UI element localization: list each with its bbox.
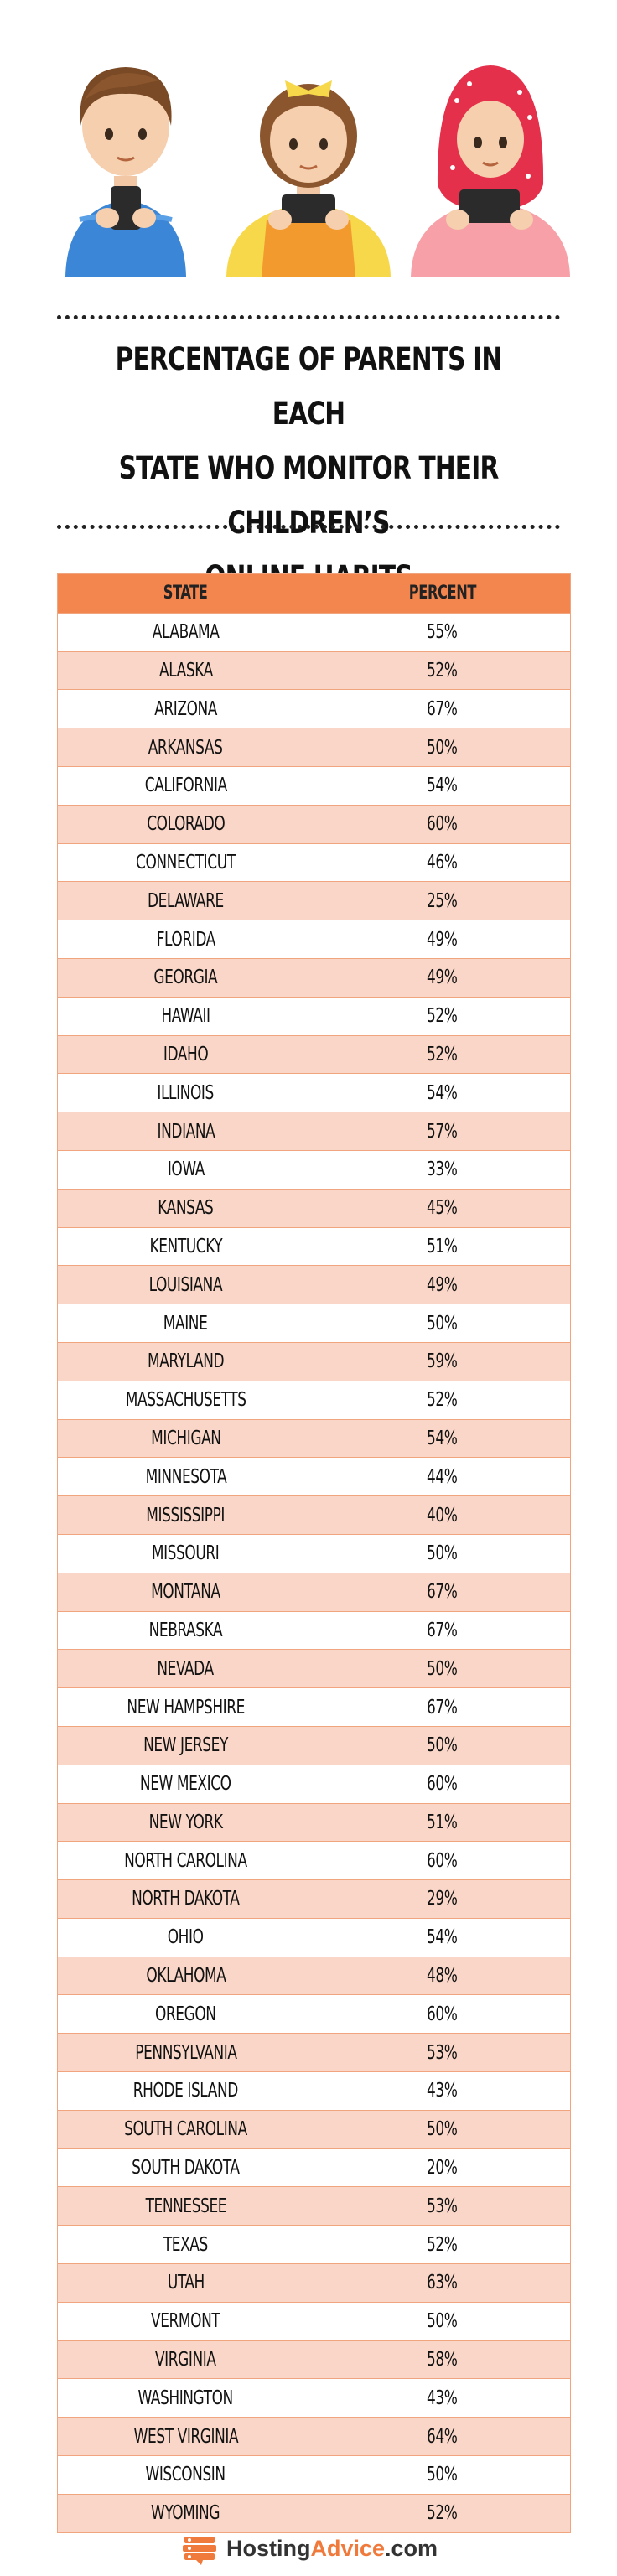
state-name: ARIZONA — [154, 697, 217, 720]
percent-cell — [314, 1112, 570, 1150]
title-line-2: STATE WHO MONITOR THEIR CHILDREN’S — [118, 450, 499, 541]
percent-value: 33% — [427, 1158, 458, 1181]
state-cell — [58, 1074, 314, 1112]
brand-wordmark[interactable] — [226, 2536, 438, 2562]
percent-cell — [314, 998, 570, 1035]
percent-cell — [314, 2341, 570, 2379]
table-row — [58, 1879, 570, 1918]
percent-cell — [314, 1650, 570, 1687]
table-row — [58, 1803, 570, 1842]
state-name: ARKANSAS — [148, 736, 223, 759]
percent-cell — [314, 1535, 570, 1573]
table-row — [58, 2186, 570, 2225]
percent-value: 43% — [427, 2080, 458, 2102]
percent-cell — [314, 1190, 570, 1227]
dotted-divider-bottom — [57, 525, 560, 529]
percent-cell — [314, 2072, 570, 2110]
percent-value: 67% — [427, 1696, 458, 1718]
percent-value: 60% — [427, 2003, 458, 2025]
infographic-title — [89, 332, 529, 604]
state-cell — [58, 652, 314, 690]
state-name: ALASKA — [158, 659, 213, 682]
percent-value: 60% — [427, 1773, 458, 1796]
percent-cell — [314, 882, 570, 920]
state-cell — [58, 1995, 314, 2033]
percent-value: 50% — [427, 1657, 458, 1680]
table-row — [58, 1841, 570, 1879]
table-row — [58, 997, 570, 1035]
percent-cell — [314, 1381, 570, 1419]
percent-cell — [314, 1266, 570, 1304]
table-row — [58, 2110, 570, 2148]
table-row — [58, 1573, 570, 1611]
percent-value: 50% — [427, 1312, 458, 1335]
state-cell — [58, 1420, 314, 1458]
state-cell — [58, 1612, 314, 1650]
percent-value: 52% — [427, 1043, 458, 1065]
state-name: KENTUCKY — [149, 1235, 222, 1257]
percent-value: 53% — [427, 2195, 458, 2217]
percent-value: 60% — [427, 1849, 458, 1872]
state-cell — [58, 1151, 314, 1189]
state-name: CONNECTICUT — [136, 851, 236, 873]
percent-cell — [314, 1880, 570, 1918]
table-row — [58, 1150, 570, 1189]
state-name: OHIO — [168, 1926, 204, 1949]
state-cell — [58, 2418, 314, 2455]
state-cell — [58, 2341, 314, 2379]
state-name: MARYLAND — [147, 1350, 225, 1373]
state-name: WEST VIRGINIA — [133, 2425, 238, 2448]
state-cell — [58, 998, 314, 1035]
table-row — [58, 1495, 570, 1534]
table-row — [58, 881, 570, 920]
table-row — [58, 2340, 570, 2379]
percent-cell — [314, 2456, 570, 2494]
state-cell — [58, 2264, 314, 2302]
percent-value: 52% — [427, 1389, 458, 1412]
percent-value: 54% — [427, 1081, 458, 1104]
brand-accent: Advice — [310, 2535, 385, 2561]
state-cell — [58, 2495, 314, 2532]
state-cell — [58, 1919, 314, 1957]
state-cell — [58, 1036, 314, 1074]
state-name: NEW MEXICO — [140, 1773, 231, 1796]
state-name: NORTH CAROLINA — [124, 1849, 247, 1872]
state-name: WYOMING — [151, 2502, 220, 2525]
table-row — [58, 1765, 570, 1803]
state-name: CALIFORNIA — [144, 775, 227, 797]
state-cell — [58, 2187, 314, 2225]
percent-value: 57% — [427, 1120, 458, 1143]
state-cell — [58, 1343, 314, 1381]
percent-cell — [314, 959, 570, 997]
state-name: TENNESSEE — [145, 2195, 226, 2217]
table-row — [58, 1687, 570, 1726]
percent-value: 67% — [427, 697, 458, 720]
state-cell — [58, 920, 314, 958]
percent-value: 43% — [427, 2387, 458, 2409]
table-row — [58, 1265, 570, 1304]
percent-value: 50% — [427, 1734, 458, 1757]
table-row — [58, 1457, 570, 1495]
percent-cell — [314, 652, 570, 690]
girl-hijab-figure — [411, 65, 570, 277]
percent-cell — [314, 1151, 570, 1189]
percent-cell — [314, 1036, 570, 1074]
state-name: SOUTH CAROLINA — [124, 2118, 247, 2141]
percent-cell — [314, 1074, 570, 1112]
state-name: RHODE ISLAND — [132, 2080, 239, 2102]
percent-value: 50% — [427, 2310, 458, 2333]
state-percent-table — [57, 573, 571, 2533]
state-cell — [58, 767, 314, 805]
percent-value: 46% — [427, 851, 458, 873]
percent-value: 67% — [427, 1619, 458, 1641]
table-row — [58, 1726, 570, 1765]
state-name: INDIANA — [157, 1120, 215, 1143]
percent-cell — [314, 1458, 570, 1495]
state-name: ILLINOIS — [157, 1081, 215, 1104]
children-with-devices-illustration — [0, 0, 617, 285]
state-name: NORTH DAKOTA — [132, 1888, 240, 1910]
percent-cell — [314, 1842, 570, 1879]
percent-value: 48% — [427, 1965, 458, 1988]
brand-main: Hosting — [226, 2535, 311, 2561]
state-cell — [58, 844, 314, 882]
percent-value: 40% — [427, 1504, 458, 1526]
state-name: FLORIDA — [156, 928, 215, 951]
percent-cell — [314, 2379, 570, 2417]
state-cell — [58, 2072, 314, 2110]
percent-value: 54% — [427, 1427, 458, 1449]
percent-cell — [314, 1304, 570, 1342]
percent-value: 49% — [427, 1273, 458, 1296]
boy-figure — [65, 67, 186, 277]
state-name: PENNSYLVANIA — [134, 2041, 237, 2064]
percent-value: 54% — [427, 1926, 458, 1949]
percent-value: 50% — [427, 736, 458, 759]
state-cell — [58, 1727, 314, 1765]
state-cell — [58, 1535, 314, 1573]
percent-value: 52% — [427, 1005, 458, 1028]
table-row — [58, 2148, 570, 2187]
state-name: MINNESOTA — [145, 1465, 226, 1488]
percent-cell — [314, 728, 570, 766]
state-name: IDAHO — [163, 1043, 209, 1065]
state-cell — [58, 1957, 314, 1995]
header-cell-percent: PERCENT — [408, 583, 476, 604]
percent-value: 52% — [427, 659, 458, 682]
table-row — [58, 2033, 570, 2071]
state-cell — [58, 882, 314, 920]
state-cell — [58, 2149, 314, 2187]
state-name: HAWAII — [161, 1005, 210, 1028]
table-row — [58, 1189, 570, 1227]
percent-value: 52% — [427, 2502, 458, 2525]
table-row — [58, 920, 570, 958]
state-cell — [58, 1304, 314, 1342]
state-name: MAINE — [163, 1312, 208, 1335]
table-row — [58, 1649, 570, 1687]
state-name: NEW JERSEY — [143, 1734, 228, 1757]
state-name: NEW HAMPSHIRE — [127, 1696, 245, 1718]
percent-value: 49% — [427, 928, 458, 951]
state-name: MONTANA — [151, 1581, 220, 1604]
table-row — [58, 1035, 570, 1074]
percent-cell — [314, 806, 570, 843]
table-row — [58, 2494, 570, 2532]
percent-cell — [314, 2187, 570, 2225]
percent-cell — [314, 1919, 570, 1957]
percent-value: 51% — [427, 1235, 458, 1257]
percent-value: 29% — [427, 1888, 458, 1910]
percent-cell — [314, 1228, 570, 1266]
table-row — [58, 958, 570, 997]
state-name: MASSACHUSETTS — [125, 1389, 246, 1412]
table-row — [58, 1994, 570, 2033]
state-cell — [58, 1458, 314, 1495]
percent-cell — [314, 1957, 570, 1995]
state-cell — [58, 1381, 314, 1419]
header-cell-state: STATE — [58, 574, 314, 613]
table-row — [58, 1342, 570, 1381]
percent-value: 58% — [427, 2349, 458, 2371]
percent-value: 50% — [427, 2464, 458, 2486]
state-cell — [58, 1190, 314, 1227]
state-name: VERMONT — [151, 2310, 220, 2333]
state-cell — [58, 1266, 314, 1304]
percent-value: 25% — [427, 889, 458, 912]
percent-value: 45% — [427, 1197, 458, 1220]
table-row — [58, 766, 570, 805]
state-name: MICHIGAN — [150, 1427, 221, 1449]
percent-cell — [314, 2034, 570, 2071]
table-row — [58, 2071, 570, 2110]
table-row — [58, 2302, 570, 2340]
state-cell — [58, 728, 314, 766]
state-name: SOUTH DAKOTA — [132, 2157, 240, 2179]
percent-cell — [314, 2303, 570, 2340]
state-name: NEW YORK — [148, 1811, 223, 1833]
state-cell — [58, 2456, 314, 2494]
percent-value: 54% — [427, 775, 458, 797]
percent-cell — [314, 1804, 570, 1842]
state-name: NEBRASKA — [148, 1619, 223, 1641]
percent-cell — [314, 2264, 570, 2302]
percent-value: 20% — [427, 2157, 458, 2179]
percent-cell — [314, 844, 570, 882]
state-cell — [58, 2303, 314, 2340]
state-name: LOUISIANA — [148, 1273, 223, 1296]
percent-value: 44% — [427, 1465, 458, 1488]
percent-value: 59% — [427, 1350, 458, 1373]
percent-cell — [314, 614, 570, 651]
table-row — [58, 2263, 570, 2302]
table-row — [58, 1112, 570, 1150]
table-row — [58, 843, 570, 882]
state-name: ALABAMA — [152, 621, 220, 644]
percent-cell — [314, 1612, 570, 1650]
percent-cell — [314, 1995, 570, 2033]
table-header-row — [58, 574, 570, 613]
percent-cell — [314, 1688, 570, 1726]
percent-value: 49% — [427, 967, 458, 989]
table-row — [58, 2378, 570, 2417]
percent-value: 64% — [427, 2425, 458, 2448]
percent-value: 51% — [427, 1811, 458, 1833]
percent-value: 50% — [427, 1542, 458, 1565]
percent-cell — [314, 767, 570, 805]
table-row — [58, 651, 570, 690]
girl-figure — [226, 80, 391, 277]
percent-cell — [314, 2495, 570, 2532]
table-row — [58, 1957, 570, 1995]
state-name: WASHINGTON — [137, 2387, 234, 2409]
table-row — [58, 1534, 570, 1573]
state-cell — [58, 1842, 314, 1879]
state-cell — [58, 1573, 314, 1611]
percent-cell — [314, 1420, 570, 1458]
percent-value: 52% — [427, 2233, 458, 2256]
percent-cell — [314, 1573, 570, 1611]
table-row — [58, 613, 570, 651]
state-cell — [58, 690, 314, 728]
state-cell — [58, 1804, 314, 1842]
table-row — [58, 2417, 570, 2455]
state-name: UTAH — [167, 2272, 205, 2294]
percent-cell — [314, 1727, 570, 1765]
state-cell — [58, 2379, 314, 2417]
table-row — [58, 1227, 570, 1266]
state-name: COLORADO — [146, 813, 226, 836]
brand-suffix: .com — [385, 2535, 438, 2561]
state-name: OREGON — [155, 2003, 216, 2025]
state-cell — [58, 614, 314, 651]
state-cell — [58, 1765, 314, 1803]
state-cell — [58, 1496, 314, 1534]
percent-cell — [314, 920, 570, 958]
state-cell — [58, 2111, 314, 2148]
state-cell — [58, 1650, 314, 1687]
percent-value: 55% — [427, 621, 458, 644]
percent-cell — [314, 1496, 570, 1534]
table-row — [58, 1381, 570, 1419]
state-name: OKLAHOMA — [145, 1965, 226, 1988]
state-cell — [58, 1228, 314, 1266]
state-name: NEVADA — [157, 1657, 215, 1680]
state-cell — [58, 959, 314, 997]
percent-cell — [314, 690, 570, 728]
state-cell — [58, 2226, 314, 2263]
percent-cell — [314, 2418, 570, 2455]
percent-cell — [314, 2149, 570, 2187]
state-name: TEXAS — [163, 2233, 209, 2256]
percent-value: 53% — [427, 2041, 458, 2064]
percent-cell — [314, 1343, 570, 1381]
state-name: DELAWARE — [148, 889, 224, 912]
state-name: IOWA — [167, 1158, 205, 1181]
state-name: GEORGIA — [153, 967, 218, 989]
table-row — [58, 1304, 570, 1342]
state-cell — [58, 2034, 314, 2071]
percent-value: 67% — [427, 1581, 458, 1604]
table-row — [58, 1419, 570, 1458]
state-cell — [58, 806, 314, 843]
table-row — [58, 2225, 570, 2263]
percent-value: 60% — [427, 813, 458, 836]
state-cell — [58, 1688, 314, 1726]
percent-cell — [314, 2111, 570, 2148]
state-cell — [58, 1880, 314, 1918]
table-body — [58, 613, 570, 2532]
footer-logo — [0, 2532, 617, 2565]
percent-cell — [314, 2226, 570, 2263]
table-row — [58, 1073, 570, 1112]
state-name: MISSOURI — [152, 1542, 220, 1565]
table-row — [58, 1611, 570, 1650]
hostingadvice-logo-icon — [179, 2532, 220, 2565]
dotted-divider-top — [57, 315, 560, 319]
percent-value: 63% — [427, 2272, 458, 2294]
state-cell — [58, 1112, 314, 1150]
percent-value: 50% — [427, 2118, 458, 2141]
table-row — [58, 689, 570, 728]
table-row — [58, 805, 570, 843]
table-row — [58, 1918, 570, 1957]
state-name: WISCONSIN — [145, 2464, 226, 2486]
table-row — [58, 728, 570, 766]
title-line-1: PERCENTAGE OF PARENTS IN EACH — [115, 341, 502, 432]
state-name: MISSISSIPPI — [146, 1504, 226, 1526]
state-name: VIRGINIA — [155, 2349, 216, 2371]
state-name: KANSAS — [158, 1197, 214, 1220]
percent-cell — [314, 1765, 570, 1803]
table-row — [58, 2455, 570, 2494]
